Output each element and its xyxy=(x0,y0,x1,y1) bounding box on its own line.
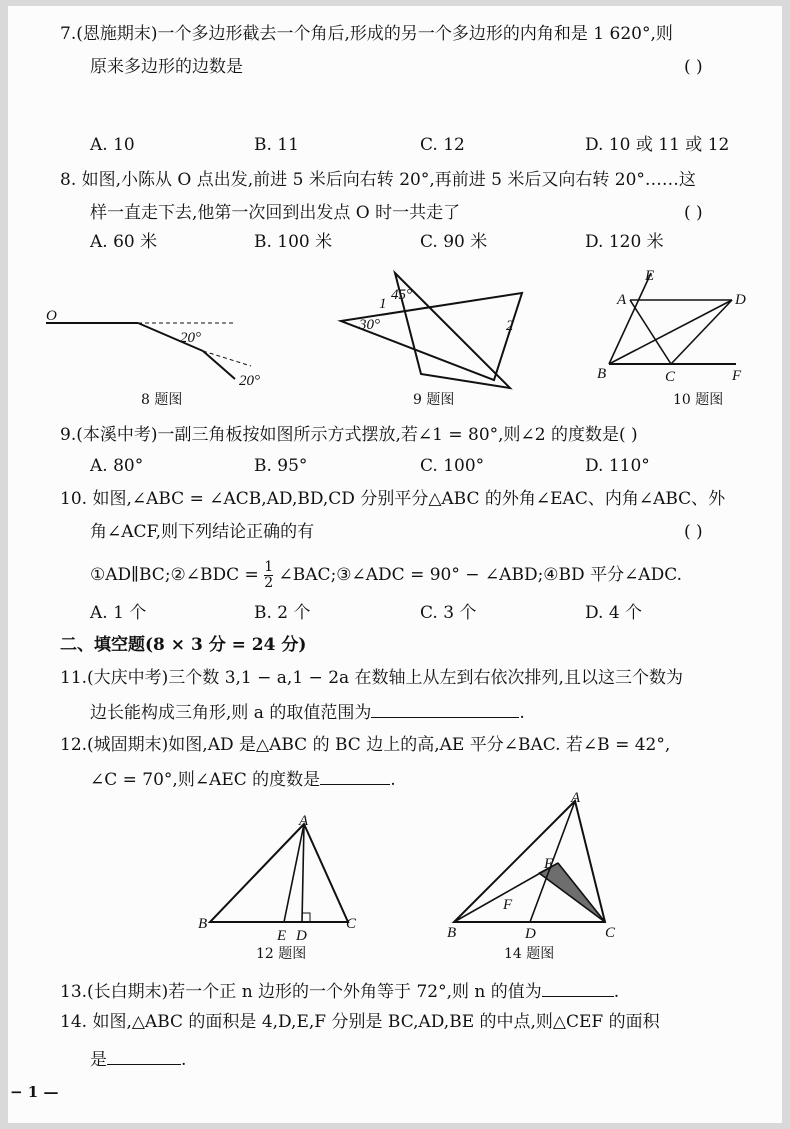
q12-line1: 12.(城固期末)如图,AD 是△ABC 的 BC 边上的高,AE 平分∠BAC. 若∠B = 42°, xyxy=(60,735,671,755)
q14-line1: 14. 如图,△ABC 的面积是 4,D,E,F 分别是 BC,AD,BE 的中点,则△CEF 的面积 xyxy=(60,1012,660,1032)
fig10-label-b: B xyxy=(597,366,607,382)
fig12-label-e: E xyxy=(277,928,287,944)
q10-statements xyxy=(90,560,682,591)
figure-12 xyxy=(198,813,368,944)
fig10-caption: 10 题图 xyxy=(673,392,724,408)
q8-option-c: C. 90 米 xyxy=(420,232,488,252)
fig14-label-f: F xyxy=(503,897,513,913)
q8-option-d: D. 120 米 xyxy=(585,232,664,252)
q8-answer-paren: ( ) xyxy=(684,203,703,223)
fig8-label-angle1: 20° xyxy=(180,330,201,346)
q12-answer-blank[interactable] xyxy=(320,766,390,785)
q7-option-d: D. 10 或 11 或 12 xyxy=(585,135,730,155)
fig12-label-d: D xyxy=(296,928,307,944)
exam-page xyxy=(8,6,782,1123)
fraction-one-half xyxy=(264,560,273,591)
q7-line2: 原来多边形的边数是 xyxy=(90,57,243,77)
fig14-label-c: C xyxy=(605,925,616,941)
fig9-label-45: 45° xyxy=(391,287,412,303)
fig10-label-a: A xyxy=(617,292,627,308)
q7-option-a: A. 10 xyxy=(90,135,135,155)
q13-line1 xyxy=(60,978,619,1004)
q13-text: 13.(长白期末)若一个正 n 边形的一个外角等于 72°,则 n 的值为 xyxy=(60,982,542,1002)
q12-line2-text: ∠C = 70°,则∠AEC 的度数是 xyxy=(90,770,321,790)
q13-answer-blank[interactable] xyxy=(542,978,614,997)
q7-option-c: C. 12 xyxy=(420,135,465,155)
fig14-label-d: D xyxy=(525,926,536,942)
q10-option-d: D. 4 个 xyxy=(585,603,643,623)
q9-option-b: B. 95° xyxy=(254,456,308,476)
q10-line2: 角∠ACF,则下列结论正确的有 xyxy=(90,522,315,542)
q9-option-a: A. 80° xyxy=(90,456,144,476)
fig14-label-e: E xyxy=(544,856,554,872)
q8-option-a: A. 60 米 xyxy=(90,232,158,252)
q8-line1: 8. 如图,小陈从 O 点出发,前进 5 米后向右转 20°,再前进 5 米后又向右转 20°……这 xyxy=(60,170,696,190)
q14-end: . xyxy=(181,1050,187,1070)
fig12-label-a: A xyxy=(299,813,309,829)
fig9-caption: 9 题图 xyxy=(413,392,455,408)
q8-line2: 样一直走下去,他第一次回到出发点 O 时一共走了 xyxy=(90,203,461,223)
q10-answer-paren: ( ) xyxy=(684,522,703,542)
fig8-label-angle2: 20° xyxy=(239,373,260,389)
fig10-label-e: E xyxy=(645,268,655,284)
figure-10 xyxy=(598,270,748,390)
fig10-label-f: F xyxy=(732,368,742,384)
fig12-label-b: B xyxy=(198,916,208,932)
q9-line1: 9.(本溪中考)一副三角板按如图所示方式摆放,若∠1 = 80°,则∠2 的度数是( ) xyxy=(60,425,638,445)
fig8-caption: 8 题图 xyxy=(141,392,183,408)
q10-option-a: A. 1 个 xyxy=(90,603,147,623)
fig14-caption: 14 题图 xyxy=(504,946,555,962)
q10-option-b: B. 2 个 xyxy=(254,603,311,623)
q14-line2-text: 是 xyxy=(90,1050,107,1070)
fig9-label-30: 30° xyxy=(359,317,380,333)
fig14-label-b: B xyxy=(447,925,457,941)
q10-option-c: C. 3 个 xyxy=(420,603,477,623)
q14-line2 xyxy=(90,1046,186,1072)
fig9-label-1: 1 xyxy=(379,296,387,312)
fig8-label-o: O xyxy=(46,308,57,324)
q9-option-c: C. 100° xyxy=(420,456,485,476)
q12-end: . xyxy=(390,770,396,790)
fig14-label-a: A xyxy=(571,790,581,806)
figure-14 xyxy=(438,791,628,941)
q7-answer-paren: ( ) xyxy=(684,57,703,77)
fig9-label-2: 2 xyxy=(506,318,514,334)
q10-statement-part1: ①AD∥BC;②∠BDC = xyxy=(90,565,259,585)
q10-line1: 10. 如图,∠ABC = ∠ACB,AD,BD,CD 分别平分△ABC 的外角∠EAC、内角∠ABC、外 xyxy=(60,489,726,509)
q12-line2 xyxy=(90,766,396,792)
fig12-caption: 12 题图 xyxy=(256,946,307,962)
page-number: − 1 — xyxy=(10,1083,59,1101)
q11-end: . xyxy=(519,703,525,723)
fraction-denominator: 2 xyxy=(264,575,274,591)
q9-option-d: D. 110° xyxy=(585,456,650,476)
q7-option-b: B. 11 xyxy=(254,135,299,155)
figure-8 xyxy=(8,270,268,390)
section-title-fill-in: 二、填空题(8 × 3 分 = 24 分) xyxy=(60,635,307,655)
figure-9 xyxy=(328,270,528,390)
q11-line2 xyxy=(90,699,525,725)
q11-answer-blank[interactable] xyxy=(371,699,519,718)
q10-statement-part2: ∠BAC;③∠ADC = 90° − ∠ABD;④BD 平分∠ADC. xyxy=(278,565,683,585)
q13-end: . xyxy=(613,982,620,1002)
q14-answer-blank[interactable] xyxy=(107,1046,181,1065)
fraction-numerator: 1 xyxy=(264,559,274,575)
fig10-label-c: C xyxy=(665,369,676,385)
fig10-label-d: D xyxy=(735,292,746,308)
q8-option-b: B. 100 米 xyxy=(254,232,333,252)
q11-line2-text: 边长能构成三角形,则 a 的取值范围为 xyxy=(90,703,372,723)
fig12-label-c: C xyxy=(346,916,357,932)
q7-line1: 7.(恩施期末)一个多边形截去一个角后,形成的另一个多边形的内角和是 1 620°,则 xyxy=(60,24,673,44)
q11-line1: 11.(大庆中考)三个数 3,1 − a,1 − 2a 在数轴上从左到右依次排列,且以这三个数为 xyxy=(60,668,683,688)
